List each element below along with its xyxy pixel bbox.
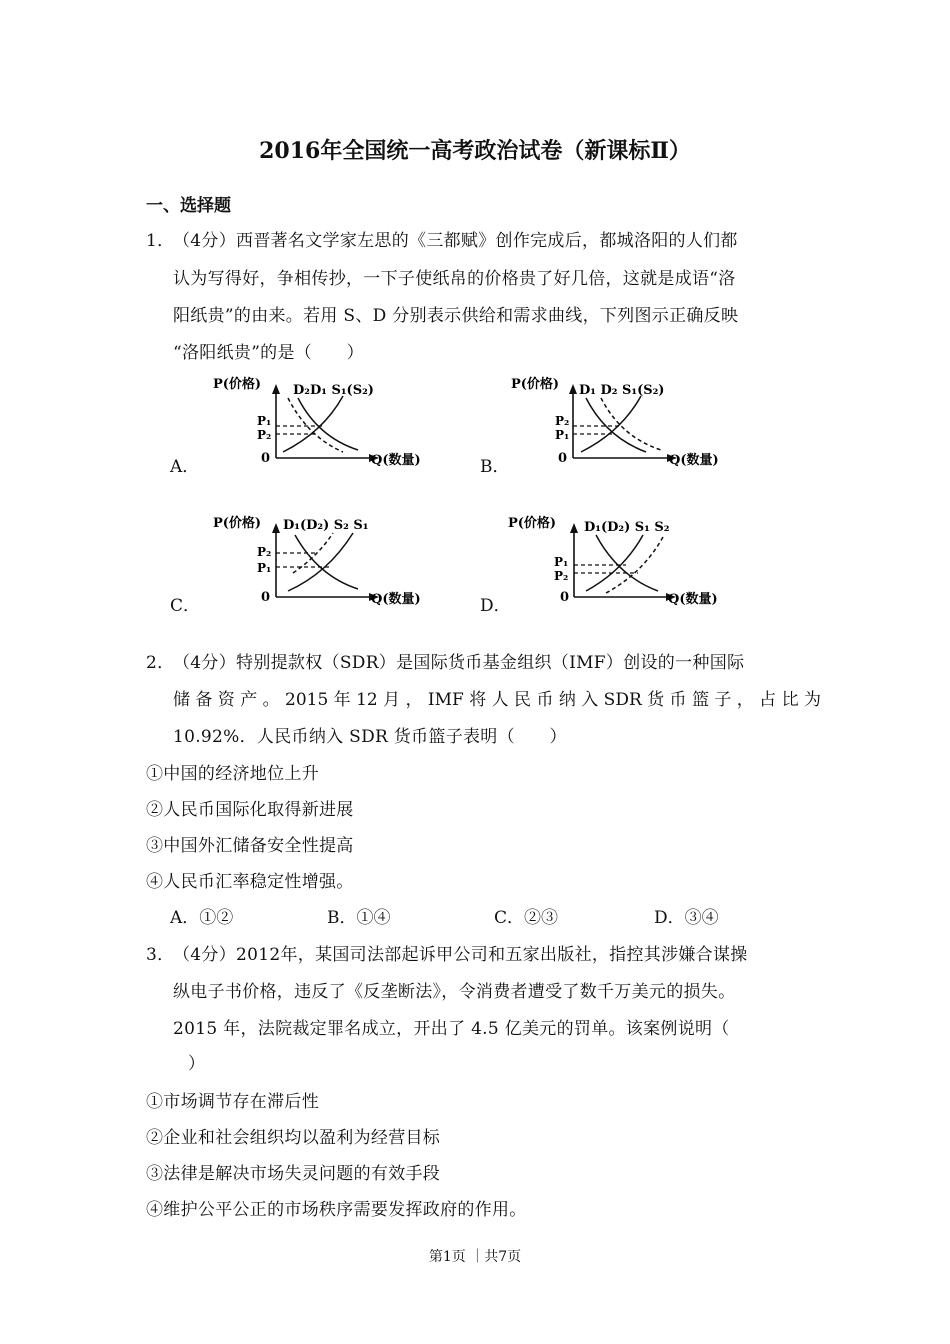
graph-b-y-label: P(价格) xyxy=(511,377,560,392)
graph-d xyxy=(508,511,738,611)
q1-line-4: “洛阳纸贵”的是（ ） xyxy=(173,343,364,363)
q1-line-1: （4分）西晋著名文学家左思的《三都赋》创作完成后，都城洛阳的人们都 xyxy=(173,231,738,251)
q2-number: 2． xyxy=(146,653,175,673)
graph-b-p-top: P₂ xyxy=(555,414,570,428)
graph-b-x-label: Q(数量) xyxy=(669,453,719,468)
graph-c-curves: D₁(D₂) S₂ S₁ xyxy=(283,518,369,533)
graph-d-p-top: P₁ xyxy=(554,555,569,569)
page-footer: 第1页 ｜共7页 xyxy=(428,1249,522,1265)
graph-c-p-bottom: P₁ xyxy=(257,561,272,575)
q1-option-d: D． xyxy=(480,596,511,616)
graph-d-y-label: P(价格) xyxy=(508,516,557,531)
graph-b-origin: 0 xyxy=(558,451,568,466)
q3-item-1: ①市场调节存在滞后性 xyxy=(146,1092,319,1112)
q1-line-3: 阳纸贵”的由来。若用 S、D 分别表示供给和需求曲线，下列图示正确反映 xyxy=(173,306,739,326)
graph-a-curves: D₂D₁ S₁(S₂) xyxy=(293,383,374,398)
graph-c-p-top: P₂ xyxy=(257,545,272,559)
graph-a-p-top: P₁ xyxy=(257,414,272,428)
q3-line-1: （4分）2012年，某国司法部起诉甲公司和五家出版社，指控其涉嫌合谋操 xyxy=(173,945,748,965)
graph-b xyxy=(511,372,736,472)
graph-b-p-bottom: P₁ xyxy=(555,428,570,442)
q1-number: 1． xyxy=(146,231,175,251)
q3-line-2: 纵电子书价格，违反了《反垄断法》，令消费者遭受了数千万美元的损失。 xyxy=(173,982,736,1002)
q3-line-4: ） xyxy=(188,1054,206,1074)
q1-option-c: C． xyxy=(170,596,201,616)
graph-a-x-label: Q(数量) xyxy=(371,453,421,468)
graph-b-curves: D₁ D₂ S₁(S₂) xyxy=(579,383,665,398)
q2-choice-d: D．③④ xyxy=(654,908,719,928)
q3-number: 3． xyxy=(146,945,175,965)
graph-d-p-bottom: P₂ xyxy=(554,569,569,583)
graph-c-x-label: Q(数量) xyxy=(371,592,421,607)
q3-item-3: ③法律是解决市场失灵问题的有效手段 xyxy=(146,1164,441,1184)
q2-item-2: ②人民币国际化取得新进展 xyxy=(146,800,354,820)
section-heading: 一、选择题 xyxy=(146,196,231,216)
q1-option-a: A． xyxy=(170,457,200,477)
q2-choice-c: C．②③ xyxy=(494,908,559,928)
graph-a xyxy=(213,372,438,472)
q3-line-3: 2015 年，法院裁定罪名成立，开出了 4.5 亿美元的罚单。该案例说明（ xyxy=(173,1019,730,1039)
graph-c-origin: 0 xyxy=(261,590,271,605)
graph-a-origin: 0 xyxy=(261,451,271,466)
q2-line-1: （4分）特别提款权（SDR）是国际货币基金组织（IMF）创设的一种国际 xyxy=(173,653,745,673)
graph-d-x-label: Q(数量) xyxy=(668,592,718,607)
q3-item-4: ④维护公平公正的市场秩序需要发挥政府的作用。 xyxy=(146,1200,527,1220)
q2-item-3: ③中国外汇储备安全性提高 xyxy=(146,836,354,856)
graph-d-curves: D₁(D₂) S₁ S₂ xyxy=(584,520,670,535)
graph-d-origin: 0 xyxy=(560,590,570,605)
graph-a-y-label: P(价格) xyxy=(213,377,262,392)
page-title: 2016年全国统一高考政治试卷（新课标Ⅱ） xyxy=(259,138,691,164)
q2-line-3: 10.92%．人民币纳入 SDR 货币篮子表明（ ） xyxy=(173,727,567,747)
graph-c-y-label: P(价格) xyxy=(213,516,262,531)
graph-a-p-bottom: P₂ xyxy=(257,428,272,442)
q2-line-2: 储 备 资 产 。 2015 年 12 月 ， IMF 将 人 民 币 纳 入 SDR 货 币 篮 子 ， 占 比 为 xyxy=(173,690,821,710)
q1-option-b: B． xyxy=(480,457,510,477)
q3-item-2: ②企业和社会组织均以盈利为经营目标 xyxy=(146,1128,441,1148)
q2-item-1: ①中国的经济地位上升 xyxy=(146,764,319,784)
q2-choice-a: A．①② xyxy=(170,908,234,928)
q2-item-4: ④人民币汇率稳定性增强。 xyxy=(146,872,354,892)
q1-line-2: 认为写得好，争相传抄，一下子使纸帛的价格贵了好几倍，这就是成语“洛 xyxy=(173,269,736,289)
q2-choice-b: B．①④ xyxy=(327,908,391,928)
graph-c xyxy=(213,511,438,611)
